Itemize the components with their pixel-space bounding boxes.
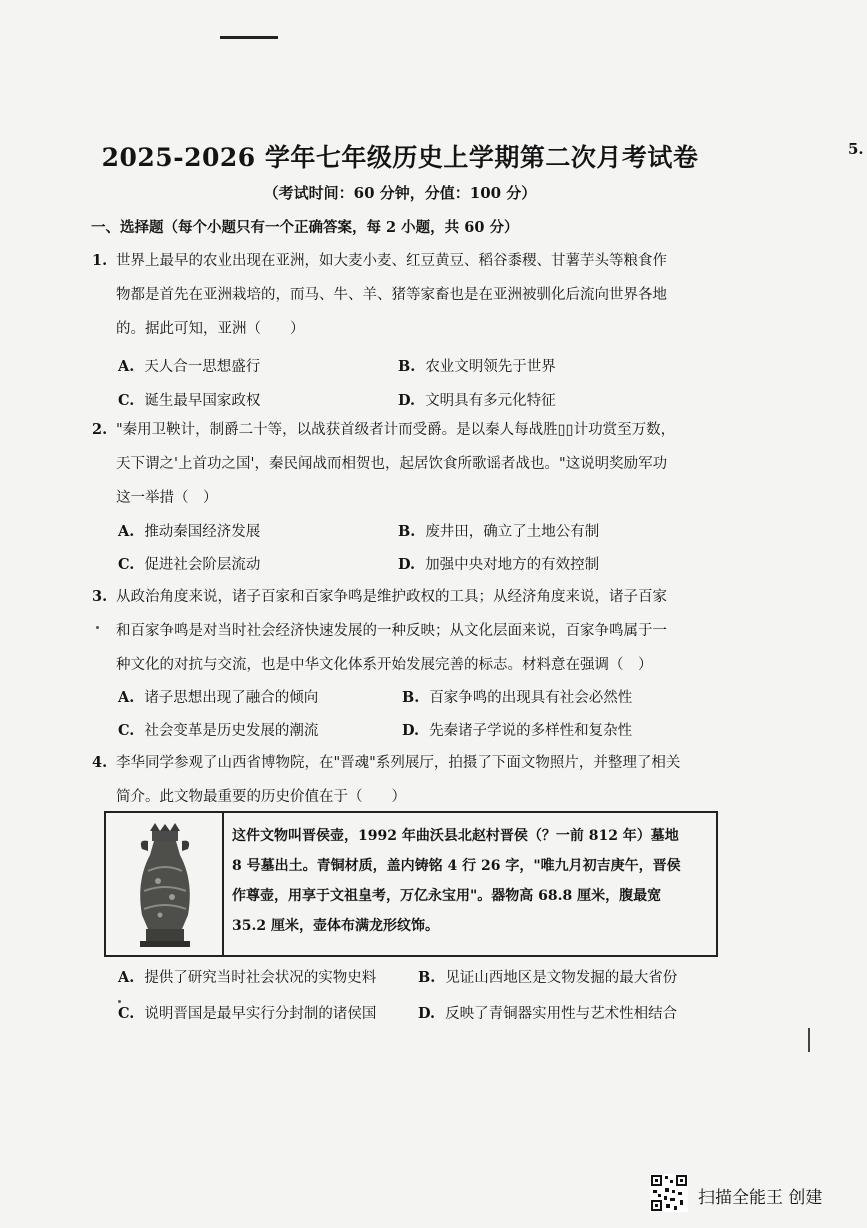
- question-text-line: 和百家争鸣是对当时社会经济快速发展的一种反映；从文化层面来说，百家争鸣属于一: [116, 623, 667, 639]
- option-d[interactable]: D. 反映了青铜器实用性与艺术性相结合: [418, 1005, 678, 1022]
- option-b[interactable]: B. 废井田，确立了土地公有制: [398, 523, 600, 540]
- question-text-line: 天下谓之'上首功之国'，秦民闻战而相贺也，起居饮食所歌谣者战也。"这说明奖励军功: [116, 456, 668, 472]
- option-c[interactable]: C. 诞生最早国家政权: [118, 392, 261, 409]
- question-text-line: 物都是首先在亚洲栽培的，而马、牛、羊、猪等家畜也是在亚洲被驯化后流向世界各地: [116, 287, 667, 303]
- exam-title: 2025-2026 学年七年级历史上学期第二次月考试卷: [101, 143, 699, 172]
- top-mark: [220, 36, 278, 39]
- exam-subtitle: （考试时间：60 分钟，分值：100 分）: [263, 184, 537, 202]
- scan-speck: [96, 626, 99, 629]
- question-number: 2.: [92, 421, 108, 438]
- option-b[interactable]: B. 见证山西地区是文物发掘的最大省份: [418, 969, 678, 986]
- artifact-description-line: 8 号墓出土。青铜材质，盖内铸铭 4 行 26 字，"唯九月初吉庚午，晋侯: [232, 858, 681, 874]
- question-text-line: 的。据此可知，亚洲（ ）: [116, 321, 305, 337]
- question-text-line: 这一举措（ ）: [116, 490, 218, 506]
- option-c[interactable]: C. 社会变革是历史发展的潮流: [118, 722, 319, 739]
- question-number: 3.: [92, 588, 108, 605]
- artifact-description-line: 35.2 厘米，壶体布满龙形纹饰。: [232, 918, 439, 934]
- question-text-line: 简介。此文物最重要的历史价值在于（ ）: [116, 789, 406, 805]
- option-a[interactable]: A. 提供了研究当时社会状况的实物史料: [118, 969, 377, 986]
- scan-speck: [118, 1000, 121, 1003]
- question-text-line: 李华同学参观了山西省博物院，在"晋魂"系列展厅，拍摄了下面文物照片，并整理了相关: [116, 755, 681, 771]
- question-text-line: 从政治角度来说，诸子百家和百家争鸣是维护政权的工具；从经济角度来说，诸子百家: [116, 589, 667, 605]
- option-d[interactable]: D. 加强中央对地方的有效控制: [398, 556, 600, 573]
- artifact-box: [104, 811, 718, 957]
- option-c[interactable]: C. 说明晋国是最早实行分封制的诸侯国: [118, 1005, 377, 1022]
- option-b[interactable]: B. 百家争鸣的出现具有社会必然性: [402, 689, 633, 706]
- question-text-line: 种文化的对抗与交流，也是中华文化体系开始发展完善的标志。材料意在强调（ ）: [116, 657, 653, 673]
- option-a[interactable]: A. 推动秦国经济发展: [118, 523, 261, 540]
- option-c[interactable]: C. 促进社会阶层流动: [118, 556, 261, 573]
- option-d[interactable]: D. 先秦诸子学说的多样性和复杂性: [402, 722, 633, 739]
- option-d[interactable]: D. 文明具有多元化特征: [398, 392, 556, 409]
- section-heading: 一、选择题（每个小题只有一个正确答案，每 2 小题，共 60 分）: [91, 219, 519, 236]
- option-b[interactable]: B. 农业文明领先于世界: [398, 358, 556, 375]
- edge-page-number: 5.: [848, 140, 864, 158]
- question-text-line: "秦用卫鞅计，制爵二十等，以战获首级者计而受爵。是以秦人每战胜▯▯计功赏至万数，: [116, 422, 676, 438]
- watermark-label: 扫描全能王 创建: [698, 1188, 823, 1208]
- question-text-line: 世界上最早的农业出现在亚洲，如大麦小麦、红豆黄豆、稻谷黍稷、甘薯芋头等粮食作: [116, 253, 667, 269]
- artifact-description-line: 作尊壶，用享于文祖皇考，万亿永宝用"。器物高 68.8 厘米，腹最宽: [232, 888, 662, 904]
- box-divider: [222, 813, 224, 955]
- artifact-description: [232, 821, 716, 941]
- qr-code-icon: [650, 1174, 688, 1212]
- scan-mark: [808, 1028, 810, 1052]
- option-a[interactable]: A. 天人合一思想盛行: [118, 358, 261, 375]
- bronze-vessel-image: [120, 821, 210, 951]
- artifact-description-line: 这件文物叫晋侯壶，1992 年曲沃县北赵村晋侯（？一前 812 年）墓地: [232, 828, 679, 844]
- option-a[interactable]: A. 诸子思想出现了融合的倾向: [118, 689, 319, 706]
- question-number: 4.: [92, 754, 108, 771]
- question-number: 1.: [92, 252, 108, 269]
